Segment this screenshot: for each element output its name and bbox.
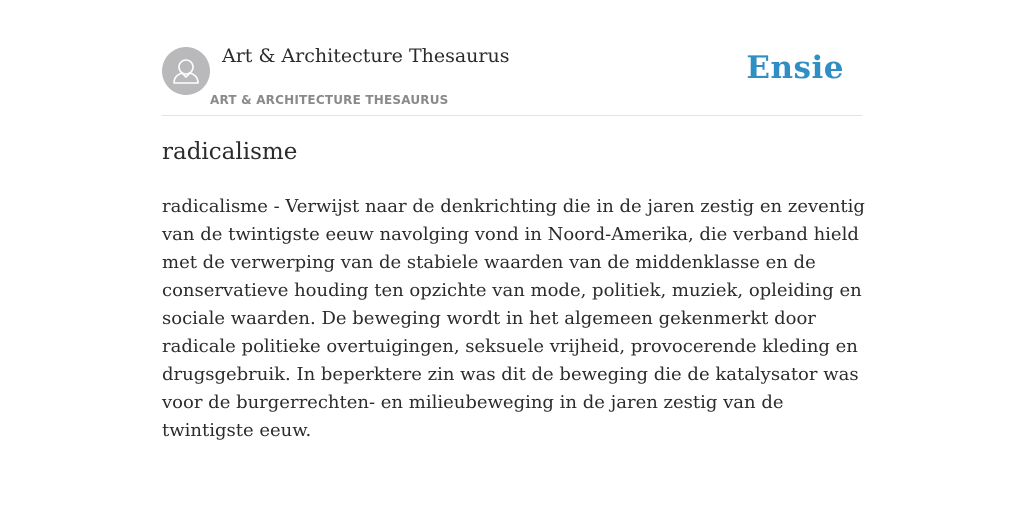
- brand-logo[interactable]: Ensie: [746, 50, 844, 86]
- entry-term: radicalisme: [162, 139, 298, 165]
- source-caption: ART & ARCHITECTURE THESAURUS: [210, 93, 449, 107]
- entry-definition: radicalisme - Verwijst naar de denkrichting die in de jaren zestig en zeventig van de twintigste eeuw navolging vond in Noord-Amerika, die verband hield met de verwerping van de stabiele waarden van de middenklasse en de conservatieve houding ten opzichte van mode, politiek, muziek, opleiding en sociale waarden. De beweging wordt in het algemeen gekenmerkt door radicale politieke overtuigingen, seksuele vrijheid, provocerende kleding en drugsgebruik. In beperktere zin was dit de beweging die de katalysator was voor de burgerrechten- en milieubeweging in de jaren zestig van de twintigste eeuw.: [162, 196, 865, 441]
- entry-card: [162, 0, 865, 441]
- entry-header: [162, 0, 862, 116]
- user-silhouette-icon: [162, 47, 210, 95]
- source-name-link[interactable]: Art & Architecture Thesaurus: [222, 45, 510, 67]
- source-avatar[interactable]: [162, 47, 210, 95]
